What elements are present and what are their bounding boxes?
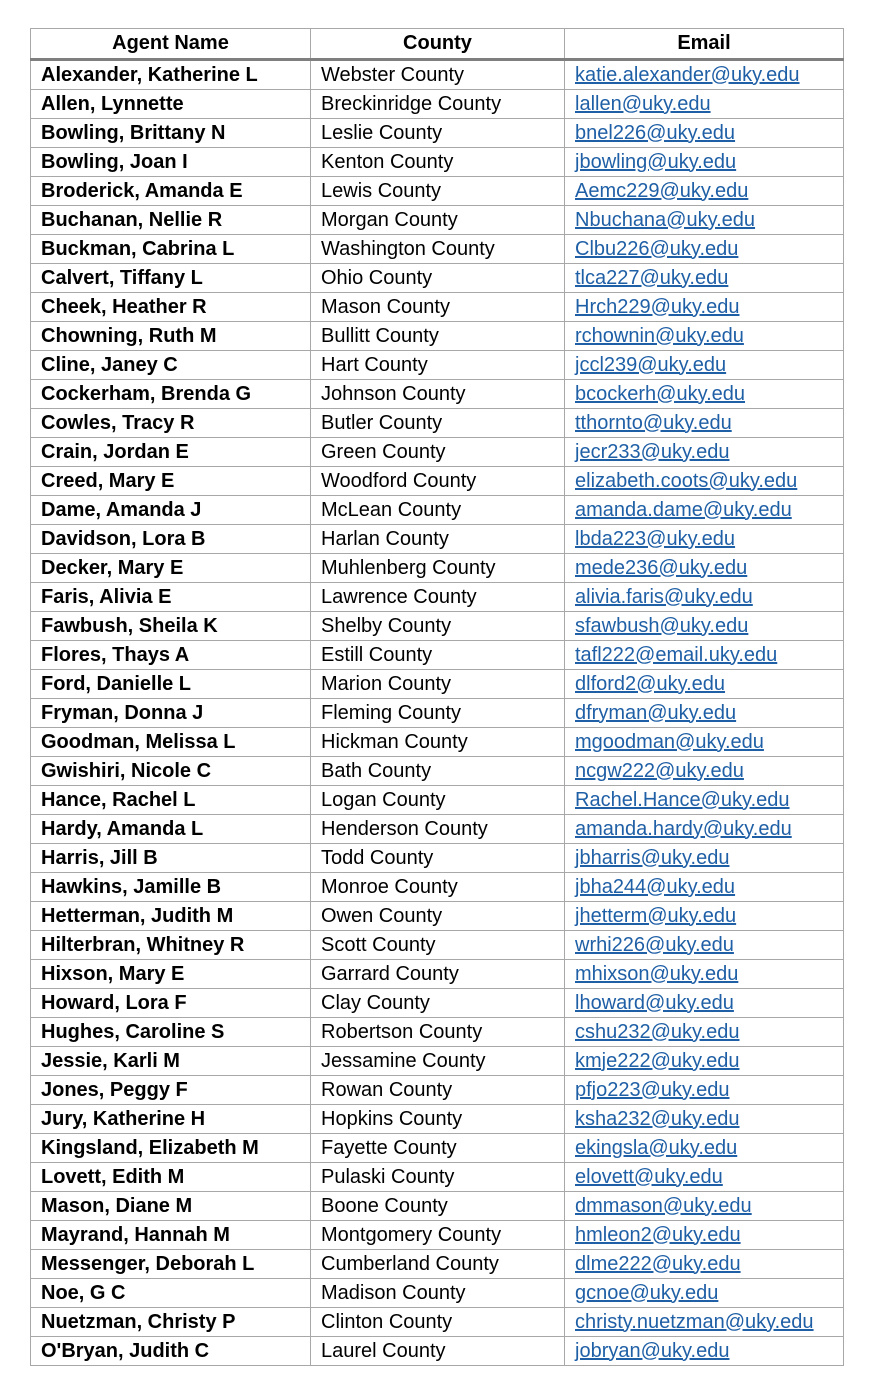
agent-name-cell: Jessie, Karli M xyxy=(31,1047,311,1076)
email-link[interactable]: ksha232@uky.edu xyxy=(575,1107,740,1130)
agent-name-cell: Fryman, Donna J xyxy=(31,699,311,728)
table-row xyxy=(31,931,844,960)
email-link[interactable]: tlca227@uky.edu xyxy=(575,266,729,289)
county-cell: Pulaski County xyxy=(311,1163,565,1192)
agent-name-cell: Gwishiri, Nicole C xyxy=(31,757,311,786)
email-link[interactable]: cshu232@uky.edu xyxy=(575,1020,740,1043)
email-cell xyxy=(565,1250,844,1279)
agent-name-cell: Harris, Jill B xyxy=(31,844,311,873)
email-link[interactable]: elovett@uky.edu xyxy=(575,1165,723,1188)
agent-name-cell: Bowling, Joan I xyxy=(31,148,311,177)
agent-name-cell: Jones, Peggy F xyxy=(31,1076,311,1105)
table-row xyxy=(31,844,844,873)
agent-name-cell: Mason, Diane M xyxy=(31,1192,311,1221)
county-cell: Mason County xyxy=(311,293,565,322)
email-link[interactable]: dlford2@uky.edu xyxy=(575,672,726,695)
county-cell: Rowan County xyxy=(311,1076,565,1105)
county-cell: Lewis County xyxy=(311,177,565,206)
email-cell xyxy=(565,409,844,438)
email-cell xyxy=(565,641,844,670)
email-link[interactable]: katie.alexander@uky.edu xyxy=(575,63,800,86)
county-cell: Jessamine County xyxy=(311,1047,565,1076)
agent-name-cell: Noe, G C xyxy=(31,1279,311,1308)
email-link[interactable]: dlme222@uky.edu xyxy=(575,1252,741,1275)
county-cell: Johnson County xyxy=(311,380,565,409)
county-cell: Hickman County xyxy=(311,728,565,757)
county-cell: Bullitt County xyxy=(311,322,565,351)
email-link[interactable]: mede236@uky.edu xyxy=(575,556,748,579)
table-row xyxy=(31,1134,844,1163)
agent-name-cell: Alexander, Katherine L xyxy=(31,60,311,90)
table-row xyxy=(31,728,844,757)
email-link[interactable]: Clbu226@uky.edu xyxy=(575,237,739,260)
agent-name-cell: Flores, Thays A xyxy=(31,641,311,670)
agent-name-cell: Faris, Alivia E xyxy=(31,583,311,612)
email-link[interactable]: wrhi226@uky.edu xyxy=(575,933,734,956)
email-cell xyxy=(565,1018,844,1047)
county-cell: Muhlenberg County xyxy=(311,554,565,583)
table-row xyxy=(31,699,844,728)
email-cell xyxy=(565,1163,844,1192)
county-cell: Clay County xyxy=(311,989,565,1018)
email-link[interactable]: mhixson@uky.edu xyxy=(575,962,739,985)
email-cell xyxy=(565,525,844,554)
agent-name-cell: Davidson, Lora B xyxy=(31,525,311,554)
email-cell xyxy=(565,583,844,612)
agent-name-cell: Dame, Amanda J xyxy=(31,496,311,525)
agent-name-cell: Lovett, Edith M xyxy=(31,1163,311,1192)
table-row xyxy=(31,351,844,380)
table-row xyxy=(31,148,844,177)
county-cell: Laurel County xyxy=(311,1337,565,1366)
county-cell: Hopkins County xyxy=(311,1105,565,1134)
table-row xyxy=(31,1308,844,1337)
county-cell: Marion County xyxy=(311,670,565,699)
table-row xyxy=(31,612,844,641)
email-link[interactable]: jbharris@uky.edu xyxy=(575,846,730,869)
table-row xyxy=(31,264,844,293)
table-row xyxy=(31,1018,844,1047)
agent-name-cell: Bowling, Brittany N xyxy=(31,119,311,148)
email-cell xyxy=(565,119,844,148)
table-row xyxy=(31,786,844,815)
table-row xyxy=(31,525,844,554)
email-link[interactable]: dmmason@uky.edu xyxy=(575,1194,752,1217)
agent-name-cell: Cowles, Tracy R xyxy=(31,409,311,438)
email-cell xyxy=(565,728,844,757)
agent-name-cell: Messenger, Deborah L xyxy=(31,1250,311,1279)
email-cell xyxy=(565,1047,844,1076)
email-link[interactable]: ncgw222@uky.edu xyxy=(575,759,744,782)
email-link[interactable]: jhetterm@uky.edu xyxy=(575,904,737,927)
agent-name-cell: Mayrand, Hannah M xyxy=(31,1221,311,1250)
table-row xyxy=(31,989,844,1018)
email-cell xyxy=(565,902,844,931)
county-cell: Washington County xyxy=(311,235,565,264)
email-link[interactable]: Nbuchana@uky.edu xyxy=(575,208,756,231)
email-cell xyxy=(565,757,844,786)
email-cell xyxy=(565,148,844,177)
agent-name-cell: Buckman, Cabrina L xyxy=(31,235,311,264)
county-cell: Fayette County xyxy=(311,1134,565,1163)
agent-name-cell: Howard, Lora F xyxy=(31,989,311,1018)
agent-name-cell: Chowning, Ruth M xyxy=(31,322,311,351)
agent-name-cell: Crain, Jordan E xyxy=(31,438,311,467)
header-row xyxy=(31,29,844,60)
email-cell xyxy=(565,989,844,1018)
table-row xyxy=(31,90,844,119)
email-cell xyxy=(565,206,844,235)
table-row xyxy=(31,322,844,351)
email-cell xyxy=(565,351,844,380)
table-row xyxy=(31,438,844,467)
email-cell xyxy=(565,60,844,90)
header-email: Email xyxy=(565,29,844,60)
county-cell: Woodford County xyxy=(311,467,565,496)
table-row xyxy=(31,757,844,786)
county-cell: Fleming County xyxy=(311,699,565,728)
county-cell: Webster County xyxy=(311,60,565,90)
email-cell xyxy=(565,612,844,641)
email-link[interactable]: Rachel.Hance@uky.edu xyxy=(575,788,790,811)
email-link[interactable]: kmje222@uky.edu xyxy=(575,1049,740,1072)
table-row xyxy=(31,902,844,931)
email-link[interactable]: Aemc229@uky.edu xyxy=(575,179,749,202)
agent-name-cell: Calvert, Tiffany L xyxy=(31,264,311,293)
county-cell: Madison County xyxy=(311,1279,565,1308)
table-row xyxy=(31,409,844,438)
agent-table xyxy=(30,28,844,1366)
county-cell: Scott County xyxy=(311,931,565,960)
email-link[interactable]: Hrch229@uky.edu xyxy=(575,295,740,318)
email-link[interactable]: lhoward@uky.edu xyxy=(575,991,734,1014)
agent-name-cell: Hance, Rachel L xyxy=(31,786,311,815)
table-row xyxy=(31,206,844,235)
table-row xyxy=(31,1279,844,1308)
email-cell xyxy=(565,699,844,728)
table-row xyxy=(31,1337,844,1366)
table-row xyxy=(31,1221,844,1250)
email-cell xyxy=(565,815,844,844)
email-cell xyxy=(565,1308,844,1337)
table-row xyxy=(31,467,844,496)
email-cell xyxy=(565,380,844,409)
email-cell xyxy=(565,1134,844,1163)
table-row xyxy=(31,60,844,90)
agent-name-cell: Nuetzman, Christy P xyxy=(31,1308,311,1337)
agent-name-cell: Ford, Danielle L xyxy=(31,670,311,699)
email-link[interactable]: bcockerh@uky.edu xyxy=(575,382,746,405)
table-row xyxy=(31,235,844,264)
email-link[interactable]: ekingsla@uky.edu xyxy=(575,1136,738,1159)
table-row xyxy=(31,873,844,902)
table-row xyxy=(31,583,844,612)
email-cell xyxy=(565,960,844,989)
agent-name-cell: Hetterman, Judith M xyxy=(31,902,311,931)
email-cell xyxy=(565,1192,844,1221)
email-link[interactable]: jobryan@uky.edu xyxy=(575,1339,730,1362)
agent-name-cell: Cline, Janey C xyxy=(31,351,311,380)
county-cell: Shelby County xyxy=(311,612,565,641)
agent-name-cell: Kingsland, Elizabeth M xyxy=(31,1134,311,1163)
table-row xyxy=(31,293,844,322)
table-row xyxy=(31,815,844,844)
agent-name-cell: Hawkins, Jamille B xyxy=(31,873,311,902)
email-cell xyxy=(565,264,844,293)
email-cell xyxy=(565,844,844,873)
county-cell: Montgomery County xyxy=(311,1221,565,1250)
email-cell xyxy=(565,1221,844,1250)
email-link[interactable]: dfryman@uky.edu xyxy=(575,701,737,724)
county-cell: Bath County xyxy=(311,757,565,786)
table-row xyxy=(31,496,844,525)
email-cell xyxy=(565,1076,844,1105)
email-cell xyxy=(565,293,844,322)
table-row xyxy=(31,380,844,409)
county-cell: Harlan County xyxy=(311,525,565,554)
agent-name-cell: Creed, Mary E xyxy=(31,467,311,496)
county-cell: Clinton County xyxy=(311,1308,565,1337)
email-link[interactable]: mgoodman@uky.edu xyxy=(575,730,764,753)
table-row xyxy=(31,554,844,583)
email-link[interactable]: alivia.faris@uky.edu xyxy=(575,585,753,608)
table-row xyxy=(31,670,844,699)
email-cell xyxy=(565,786,844,815)
agent-name-cell: Goodman, Melissa L xyxy=(31,728,311,757)
email-link[interactable]: amanda.hardy@uky.edu xyxy=(575,817,792,840)
table-body xyxy=(31,60,844,1366)
email-cell xyxy=(565,322,844,351)
email-link[interactable]: tafl222@email.uky.edu xyxy=(575,643,778,666)
county-cell: Green County xyxy=(311,438,565,467)
email-link[interactable]: elizabeth.coots@uky.edu xyxy=(575,469,798,492)
county-cell: Todd County xyxy=(311,844,565,873)
county-cell: Monroe County xyxy=(311,873,565,902)
table-row xyxy=(31,641,844,670)
email-link[interactable]: tthornto@uky.edu xyxy=(575,411,732,434)
county-cell: Robertson County xyxy=(311,1018,565,1047)
agent-name-cell: Jury, Katherine H xyxy=(31,1105,311,1134)
table-row xyxy=(31,1192,844,1221)
email-cell xyxy=(565,177,844,206)
county-cell: Lawrence County xyxy=(311,583,565,612)
email-link[interactable]: gcnoe@uky.edu xyxy=(575,1281,719,1304)
email-link[interactable]: bnel226@uky.edu xyxy=(575,121,736,144)
table-row xyxy=(31,1163,844,1192)
table-row xyxy=(31,1047,844,1076)
table-row xyxy=(31,1105,844,1134)
agent-name-cell: Buchanan, Nellie R xyxy=(31,206,311,235)
county-cell: Hart County xyxy=(311,351,565,380)
email-cell xyxy=(565,931,844,960)
email-cell xyxy=(565,1105,844,1134)
agent-name-cell: O'Bryan, Judith C xyxy=(31,1337,311,1366)
email-link[interactable]: hmleon2@uky.edu xyxy=(575,1223,741,1246)
email-cell xyxy=(565,496,844,525)
email-cell xyxy=(565,1337,844,1366)
county-cell: Morgan County xyxy=(311,206,565,235)
email-link[interactable]: jecr233@uky.edu xyxy=(575,440,730,463)
email-cell xyxy=(565,873,844,902)
county-cell: McLean County xyxy=(311,496,565,525)
email-link[interactable]: rchownin@uky.edu xyxy=(575,324,744,347)
header-county: County xyxy=(311,29,565,60)
email-link[interactable]: amanda.dame@uky.edu xyxy=(575,498,792,521)
county-cell: Henderson County xyxy=(311,815,565,844)
agent-name-cell: Allen, Lynnette xyxy=(31,90,311,119)
email-link[interactable]: lallen@uky.edu xyxy=(575,92,711,115)
email-link[interactable]: lbda223@uky.edu xyxy=(575,527,736,550)
agent-name-cell: Broderick, Amanda E xyxy=(31,177,311,206)
table-row xyxy=(31,177,844,206)
agent-name-cell: Hixson, Mary E xyxy=(31,960,311,989)
email-cell xyxy=(565,90,844,119)
agent-name-cell: Hardy, Amanda L xyxy=(31,815,311,844)
table-row xyxy=(31,1076,844,1105)
email-link[interactable]: jbha244@uky.edu xyxy=(575,875,736,898)
email-cell xyxy=(565,235,844,264)
email-cell xyxy=(565,438,844,467)
county-cell: Cumberland County xyxy=(311,1250,565,1279)
county-cell: Boone County xyxy=(311,1192,565,1221)
table-header xyxy=(31,29,844,60)
table-row xyxy=(31,1250,844,1279)
county-cell: Butler County xyxy=(311,409,565,438)
email-link[interactable]: jccl239@uky.edu xyxy=(575,353,727,376)
county-cell: Breckinridge County xyxy=(311,90,565,119)
agent-name-cell: Fawbush, Sheila K xyxy=(31,612,311,641)
agent-name-cell: Cockerham, Brenda G xyxy=(31,380,311,409)
agent-name-cell: Hughes, Caroline S xyxy=(31,1018,311,1047)
county-cell: Leslie County xyxy=(311,119,565,148)
email-link[interactable]: sfawbush@uky.edu xyxy=(575,614,749,637)
county-cell: Kenton County xyxy=(311,148,565,177)
email-cell xyxy=(565,670,844,699)
table-row xyxy=(31,119,844,148)
county-cell: Ohio County xyxy=(311,264,565,293)
county-cell: Owen County xyxy=(311,902,565,931)
county-cell: Logan County xyxy=(311,786,565,815)
email-link[interactable]: jbowling@uky.edu xyxy=(575,150,737,173)
table-row xyxy=(31,960,844,989)
email-cell xyxy=(565,467,844,496)
agent-name-cell: Decker, Mary E xyxy=(31,554,311,583)
email-cell xyxy=(565,1279,844,1308)
email-link[interactable]: pfjo223@uky.edu xyxy=(575,1078,730,1101)
county-cell: Estill County xyxy=(311,641,565,670)
email-cell xyxy=(565,554,844,583)
agent-name-cell: Hilterbran, Whitney R xyxy=(31,931,311,960)
agent-name-cell: Cheek, Heather R xyxy=(31,293,311,322)
header-agent-name: Agent Name xyxy=(31,29,311,60)
county-cell: Garrard County xyxy=(311,960,565,989)
email-link[interactable]: christy.nuetzman@uky.edu xyxy=(575,1310,814,1333)
